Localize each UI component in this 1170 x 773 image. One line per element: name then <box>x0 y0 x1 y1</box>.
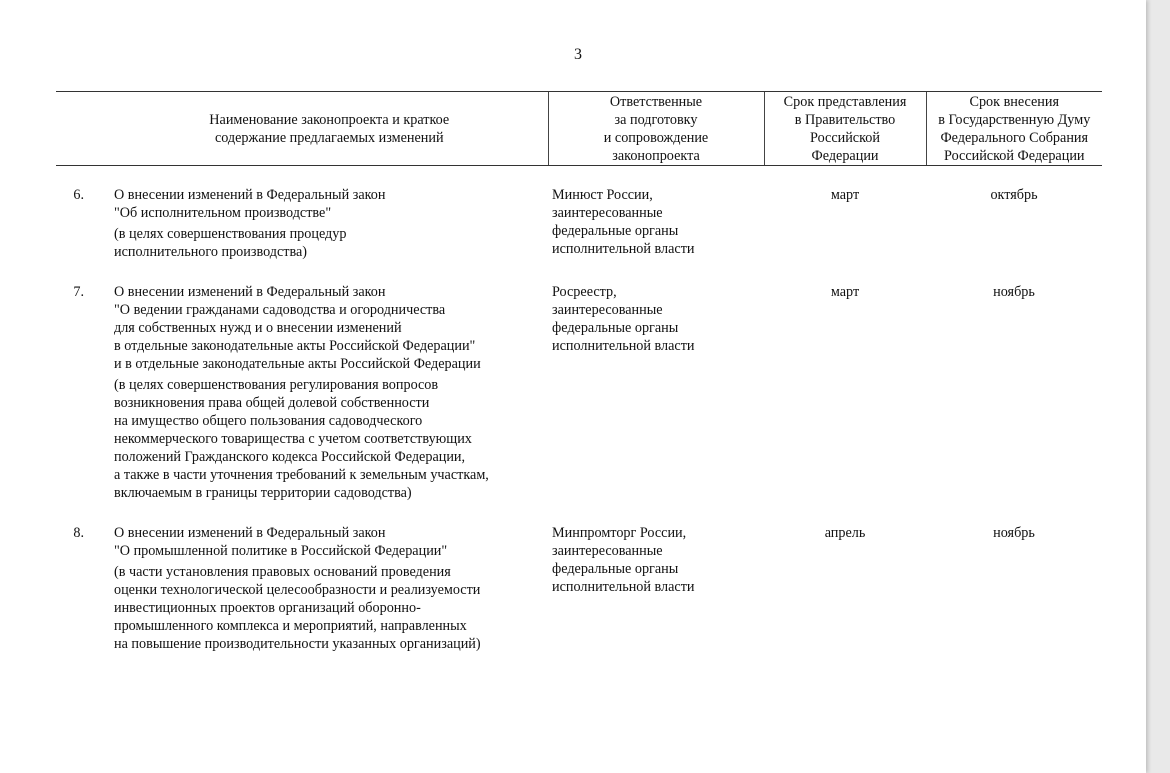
bill-note-line: включаемым в границы территории садоводства) <box>114 485 412 501</box>
bill-title-line: О внесении изменений в Федеральный закон <box>114 525 386 541</box>
responsible-line: федеральные органы <box>552 320 679 336</box>
page-number: 3 <box>574 46 582 63</box>
bill-note-line: промышленного комплекса и мероприятий, направленных <box>114 618 467 634</box>
bill-title-line: "Об исполнительном производстве" <box>114 205 332 221</box>
header-line: в Государственную Думу <box>938 112 1091 128</box>
header-duma-deadline <box>926 92 1102 166</box>
responsible-line: заинтересованные <box>552 302 663 318</box>
legislation-plan-table <box>56 91 1102 653</box>
header-line: за подготовку <box>614 112 698 128</box>
header-line: содержание предлагаемых изменений <box>214 130 444 146</box>
responsible <box>548 166 764 262</box>
table-header <box>56 92 1102 166</box>
bill-name <box>108 166 548 262</box>
bill-note-line: положений Гражданского кодекса Российской Федерации, <box>114 449 466 465</box>
header-name <box>56 92 548 166</box>
header-line: Наименование законопроекта и краткое <box>209 112 450 128</box>
header-gov-deadline <box>764 92 926 166</box>
duma-deadline: ноябрь <box>993 525 1035 541</box>
bill-title-line: и в отдельные законодательные акты Российской Федерации <box>114 356 481 372</box>
responsible-line: федеральные органы <box>552 223 679 239</box>
responsible-line: исполнительной власти <box>552 241 695 257</box>
bill-name <box>108 261 548 502</box>
bill-note-line: некоммерческого товарищества с учетом соответствующих <box>114 431 472 447</box>
duma-deadline: октябрь <box>990 187 1038 203</box>
responsible <box>548 502 764 653</box>
responsible-line: федеральные органы <box>552 561 679 577</box>
responsible-line: Минпромторг России, <box>552 525 687 541</box>
gov-deadline: апрель <box>824 525 866 541</box>
bill-title-line: "О промышленной политике в Российской Федерации" <box>114 543 448 559</box>
header-line: Ответственные <box>609 94 703 110</box>
gov-deadline: март <box>830 187 860 203</box>
header-line: Федерации <box>811 148 879 164</box>
table-row <box>56 502 1102 653</box>
gov-deadline: март <box>830 284 860 300</box>
header-line: Срок внесения <box>969 94 1060 110</box>
table-row <box>56 261 1102 502</box>
responsible-line: Росреестр, <box>552 284 617 300</box>
responsible-line: Минюст России, <box>552 187 653 203</box>
bill-note-line: инвестиционных проектов организаций оборонно- <box>114 600 421 616</box>
bill-note-line: на повышение производительности указанных организаций) <box>114 636 481 652</box>
bill-note-line: исполнительного производства) <box>114 244 308 260</box>
header-line: Федерального Собрания <box>940 130 1089 146</box>
bill-title-line: "О ведении гражданами садоводства и огородничества <box>114 302 446 318</box>
bill-note-line: оценки технологической целесообразности и реализуемости <box>114 582 481 598</box>
header-line: законопроекта <box>612 148 700 164</box>
bill-note-line: (в части установления правовых оснований проведения <box>114 564 451 580</box>
bill-note-line: на имущество общего пользования садоводческого <box>114 413 423 429</box>
bill-note-line: (в целях совершенствования регулирования вопросов <box>114 377 439 393</box>
duma-deadline: ноябрь <box>993 284 1035 300</box>
header-line: в Правительство <box>794 112 896 128</box>
bill-title-line: для собственных нужд и о внесении изменений <box>114 320 402 336</box>
responsible-line: заинтересованные <box>552 543 663 559</box>
bill-note <box>114 376 544 502</box>
bill-note-line: а также в части уточнения требований к земельным участкам, <box>114 467 489 483</box>
responsible-line: исполнительной власти <box>552 579 695 595</box>
responsible-line: исполнительной власти <box>552 338 695 354</box>
row-number: 8. <box>73 525 84 541</box>
bill-note <box>114 563 544 653</box>
header-responsible <box>548 92 764 166</box>
bill-title-line: в отдельные законодательные акты Российской Федерации" <box>114 338 476 354</box>
table-row <box>56 166 1102 262</box>
responsible <box>548 261 764 502</box>
bill-note-line: возникновения права общей долевой собственности <box>114 395 430 411</box>
bill-title-line: О внесении изменений в Федеральный закон <box>114 284 386 300</box>
bill-title-line: О внесении изменений в Федеральный закон <box>114 187 386 203</box>
header-line: Российской Федерации <box>944 148 1085 164</box>
bill-note <box>114 225 544 261</box>
header-line: Срок представления <box>783 94 907 110</box>
bill-name <box>108 502 548 653</box>
header-line: Российской <box>810 130 880 146</box>
row-number: 6. <box>73 187 84 203</box>
responsible-line: заинтересованные <box>552 205 663 221</box>
bill-note-line: (в целях совершенствования процедур <box>114 226 347 242</box>
row-number: 7. <box>73 284 84 300</box>
header-line: и сопровождение <box>603 130 709 146</box>
